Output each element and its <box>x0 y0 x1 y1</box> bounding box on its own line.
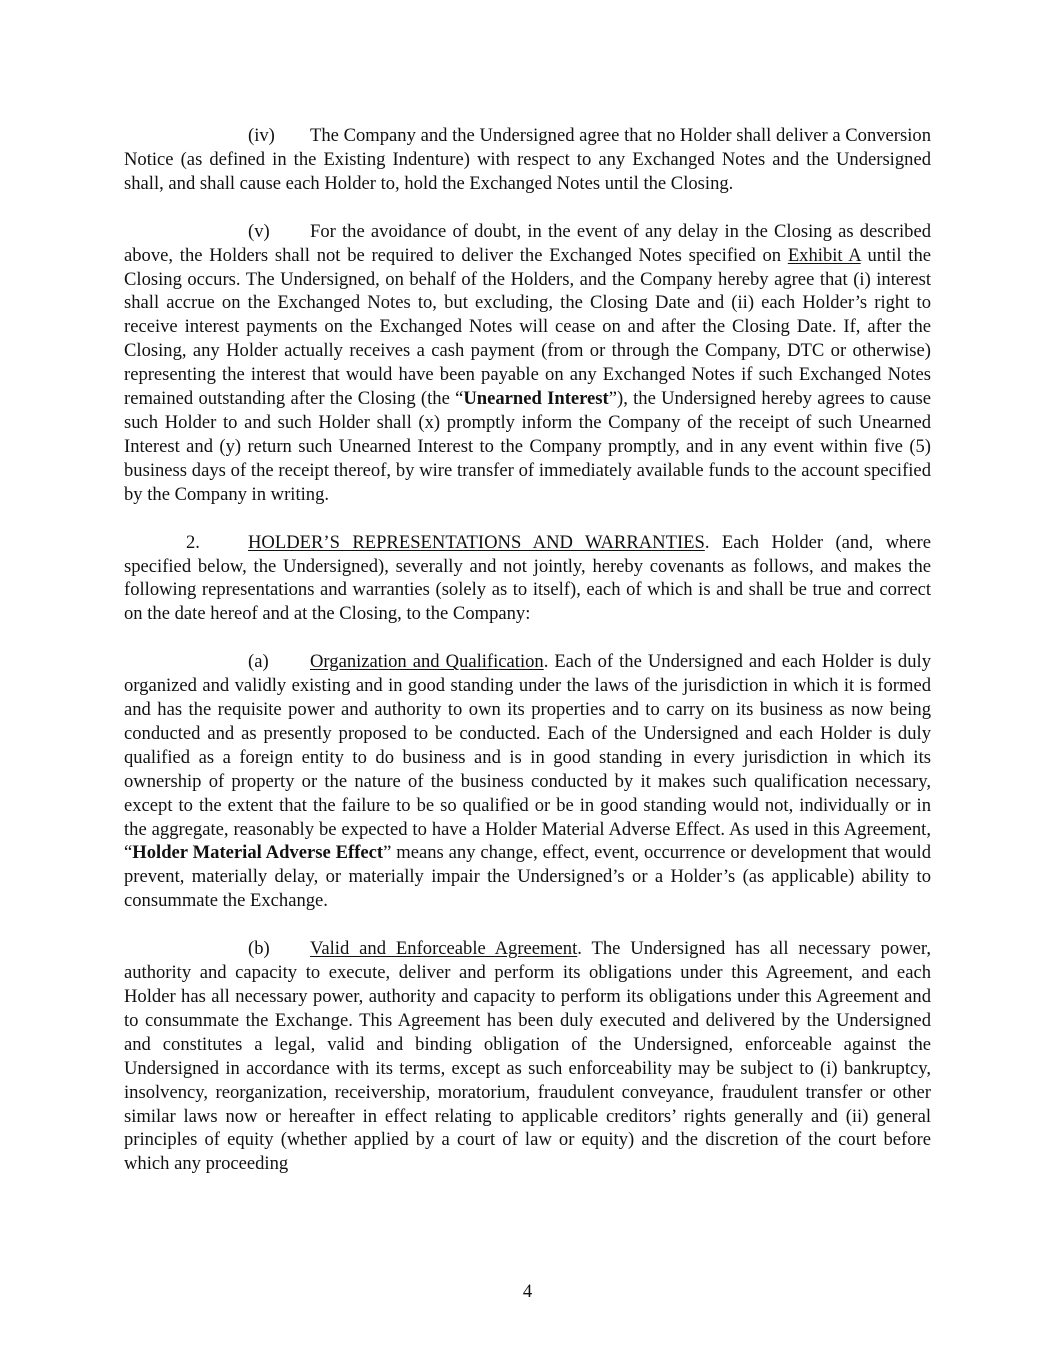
section-number: 2. <box>186 531 200 553</box>
paragraph-a <box>124 650 931 913</box>
paragraph-text: . The Undersigned has all necessary power, authority and capacity to execute, deliver and perform its obligations under this Agreement, and each Holder has all necessary power, authority and capacity to perform its obligations under this Agreement and to consummate the Exchange. This Agreement has been duly executed and delivered by the Undersigned and constitutes a legal, valid and binding obligation of the Undersigned, enforceable against the Undersigned in accordance with its terms, except as such enforceability may be subject to (i) bankruptcy, insolvency, reorganization, receivership, moratorium, fraudulent conveyance, fraudulent transfer or other similar laws now or hereafter in effect relating to applicable creditors’ rights generally and (ii) general principles of equity (whether applied by a court of law or equity) and the discretion of the court before which any proceeding <box>124 938 931 1175</box>
paragraph-text: For the avoidance of doubt, in the event of any delay in the Closing as described above, the Holders shall not be required to deliver the Exchanged Notes specified on <box>124 220 931 266</box>
subsection-heading: Organization and Qualification <box>310 651 544 673</box>
paragraph-text: The Company and the Undersigned agree that no Holder shall deliver a Conversion Notice (as defined in the Existing Indenture) with respect to any Exchanged Notes and the Undersigned shall, and shall cause each Holder to, hold the Exchanged Notes until the Closing. <box>124 125 931 194</box>
paragraph-number: (iv) <box>248 125 275 146</box>
section-2 <box>124 531 931 627</box>
paragraph-text: until the Closing occurs. The Undersigned, on behalf of the Holders, and the Company hereby agree that (i) interest shall accrue on the Exchanged Notes to, but excluding, the Closing Date and (ii) each Holder’s right to receive interest payments on the Exchanged Notes will cease on and after the Closing Date. If, after the Closing, any Holder actually receives a cash payment (from or through the Company, DTC or otherwise) representing the interest that would have been payable on any Exchanged Notes if such Exchanged Notes remained outstanding after the Closing (the “ <box>124 244 931 410</box>
paragraph-v <box>124 220 931 507</box>
paragraph-iv <box>124 124 931 196</box>
paragraph-b <box>124 937 931 1176</box>
paragraph-text: ” means any change, effect, event, occurrence or development that would prevent, materially delay, or materially impair the Undersigned’s or a Holder’s (as applicable) ability to consummate the Exchange. <box>124 842 931 912</box>
subsection-heading: Valid and Enforceable Agreement <box>310 938 578 960</box>
paragraph-text: . Each of the Undersigned and each Holder is duly organized and validly existing and in good standing under the laws of the jurisdiction in which it is formed and has the requisite power and authority to own its properties and to carry on its business as now being conducted and as presently proposed to be conducted. Each of the Undersigned and each Holder is duly qualified as a foreign entity to do business and is in good standing in every jurisdiction in which its ownership of property or the nature of the business conducted by it makes such qualification necessary, except to the extent that the failure to be so qualified or be in good standing would not, individually or in the aggregate, reasonably be expected to have a Holder Material Adverse Effect. As used in this Agreement, “ <box>124 651 931 864</box>
paragraph-number: (v) <box>248 220 270 242</box>
page-number: 4 <box>522 1281 533 1302</box>
defined-term-holder-mae: Holder Material Adverse Effect <box>132 842 384 864</box>
paragraph-text: ”), the Undersigned hereby agrees to cause such Holder to and such Holder shall (x) promptly inform the Company of the receipt of such Unearned Interest and (y) return such Unearned Interest to the Company promptly, and in any event within five (5) business days of the receipt thereof, by wire transfer of immediately available funds to the account specified by the Company in writing. <box>124 388 931 505</box>
exhibit-a-reference: Exhibit A <box>787 244 861 266</box>
paragraph-number: (a) <box>248 651 269 673</box>
paragraph-text: . Each Holder (and, where specified below, the Undersigned), severally and not jointly, hereby covenants as follows, and makes the following representations and warranties (solely as to itself), each of which is and shall be true and correct on the date hereof and at the Closing, to the Company: <box>124 531 931 625</box>
document-page <box>124 124 931 1200</box>
defined-term-unearned-interest: Unearned Interest <box>463 388 609 410</box>
section-heading: HOLDER’S REPRESENTATIONS AND WARRANTIES <box>248 531 705 553</box>
paragraph-number: (b) <box>248 938 270 960</box>
